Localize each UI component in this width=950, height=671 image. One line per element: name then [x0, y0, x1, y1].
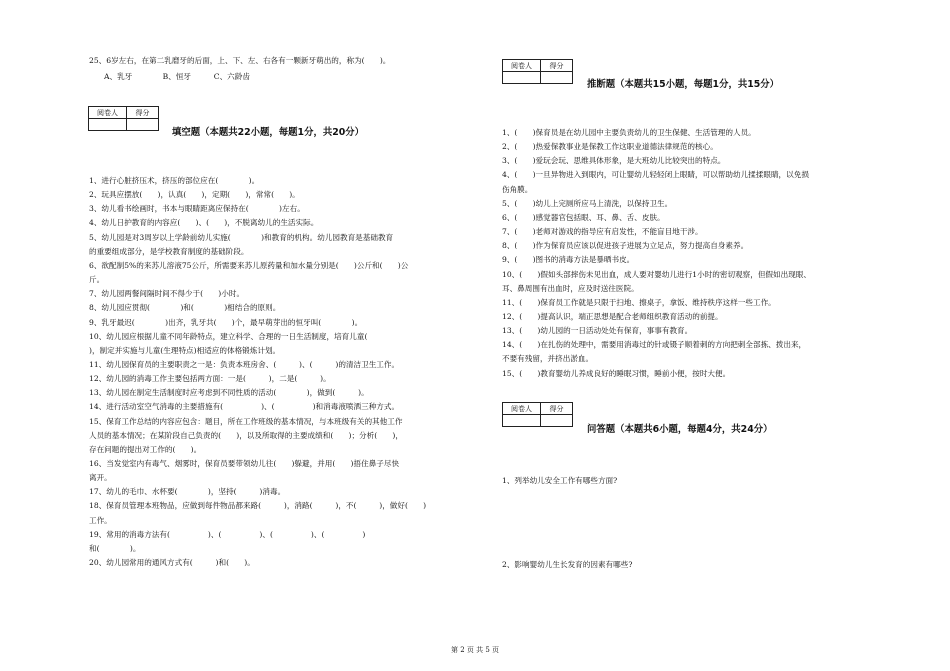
question-line: 1、( )保育员是在幼儿园中主要负责幼儿的卫生保健、生活管理的人员。	[502, 128, 756, 137]
question-line: 和( )。	[89, 543, 141, 553]
q25-options: A、乳牙 B、恒牙 C、六龄齿	[104, 72, 250, 81]
question-line: 4、幼儿日护教育的内容应( )、( )，不脱离幼儿的生活实际。	[89, 218, 319, 228]
question-line: 12、( )提高认识，端正思想是配合老师组织教育活动的前提。	[502, 311, 723, 321]
page-number-footer: 第 2 页 共 5 页	[450, 646, 500, 654]
question-line: 16、当发觉室内有毒气、烟雾时，保育员要带领幼儿往( )躲避，并用( )捂住鼻子尽快	[89, 459, 400, 468]
question-line: 12、幼儿园的消毒工作主要包括两方面：一是( )，二是( )。	[89, 374, 331, 384]
question-line: 9、( )图书的消毒方法是暴晒书皮。	[502, 255, 635, 265]
question-line: 2、( )热爱保教事业是保教工作这职业道德法律规范的核心。	[502, 142, 718, 152]
question-line: 的重要组成部分，是学校教育制度的基础阶段。	[89, 246, 249, 256]
question-line: 11、幼儿园保育员的主要职责之一是：负责本班房舍、( )、( )的清洁卫生工作。	[89, 359, 400, 369]
qa-section-title: 问答题（本题共6小题，每题4分，共24分）	[587, 424, 773, 435]
reviewer-cell	[89, 119, 127, 131]
reviewer-label: 阅卷人	[503, 60, 541, 72]
score-cell	[127, 119, 159, 131]
question-line: 不要有残留，并挤出淤血。	[502, 354, 594, 364]
question-line: 10、( )假如头部摔伤未见出血，成人要对婴幼儿进行1小时的密切观察，但假如出现眼、	[502, 269, 811, 279]
question-line: 10、幼儿园应根据儿童不同年龄特点，建立科学、合理的一日生活制度，培育儿童(	[89, 331, 383, 341]
question-line: 15、保育工作总结的内容应包含：题目，所在工作班级的基本情况，与本班级有关的其他工作	[89, 416, 403, 426]
question-line: 5、幼儿园是对3周岁以上学龄前幼儿实施( )和教育的机构。幼儿园教育是基础教育	[89, 232, 394, 242]
question-line: 11、( )保育员工作就是只限于扫地、擦桌子，拿饭、维持秩序这样一些工作。	[502, 297, 776, 307]
question-line: 伤角膜。	[502, 184, 533, 194]
judge-section-title: 推断题（本题共15小题，每题1分，共15分）	[587, 79, 779, 90]
question-line: 14、进行活动室空气消毒的主要措施有( )、( )和消毒液喷洒三种方式。	[89, 402, 400, 412]
question-line: 4、( )一旦异物进入到眼内，可让婴幼儿轻轻闭上眼睛，可以帮助幼儿揉揉眼睛，以免损	[502, 170, 809, 180]
question-line: 15、( )教育婴幼儿养成良好的睡眠习惯，睡前小便，按时大便。	[502, 368, 731, 378]
question-line: )，制定并实施与儿童(生理特点)相适应的体格锻炼计划。	[89, 345, 281, 355]
question-line: 6、( )感觉器官包括眼、耳、鼻、舌、皮肤。	[502, 212, 665, 222]
question-line: 13、幼儿园在制定生活制度时应考虑到不同性质的活动( )，做到( )。	[89, 388, 369, 398]
score-box-fill	[88, 106, 159, 131]
question-line: 13、( )幼儿园的一日活动处处有保育，事事有教育。	[502, 326, 693, 336]
question-line: 7、( )老师对游戏的指导应有启发性，不能盲目地干涉。	[502, 227, 703, 237]
question-line: 9、乳牙最迟( )出齐，乳牙共( )个，最早萌芽出的恒牙叫( )。	[89, 317, 363, 327]
question-line: 3、幼儿看书绘画时，书本与眼睛距离应保持在( )左右。	[89, 204, 305, 214]
reviewer-cell	[503, 72, 541, 84]
question-line: 工作。	[89, 515, 112, 525]
score-box-qa	[502, 402, 573, 427]
reviewer-cell	[503, 415, 541, 427]
question-line: 8、幼儿园应贯彻( )和( )相结合的原则。	[89, 303, 281, 313]
question-line: 1、进行心脏挤压术，挤压的部位应在( )。	[89, 176, 260, 185]
question-line: 8、( )作为保育员应该以促进孩子进展为立足点，努力提高自身素养。	[502, 241, 749, 251]
question-line: 6、欲配制5%的来苏儿溶液75公斤，所需要来苏儿原药量和加水量分别是( )公斤和( )公	[89, 260, 409, 270]
score-label: 得分	[127, 107, 159, 119]
reviewer-label: 阅卷人	[503, 403, 541, 415]
fill-section-title: 填空题（本题共22小题，每题1分，共20分）	[172, 127, 364, 138]
question-line: 人员的基本情况；在某阶段自己负责的( )，以及所取得的主要成绩和( )；分析( )，	[89, 430, 403, 440]
score-cell	[541, 415, 573, 427]
qa-question-2: 2、影响婴幼儿生长发育的因素有哪些?	[502, 560, 633, 569]
question-line: 2、玩具应摆放( )，认真( )，定期( )，常常( )。	[89, 190, 300, 200]
question-line: 7、幼儿园两餐间隔时间不得少于( )小时。	[89, 289, 245, 299]
reviewer-label: 阅卷人	[89, 107, 127, 119]
question-line: 斤。	[89, 275, 105, 285]
question-line: 离开。	[89, 473, 112, 483]
question-line: 17、幼儿的毛巾、水杯要( )，坚持( )消毒。	[89, 487, 286, 497]
question-line: 19、常用的消毒方法有( )、( )、( )、( )	[89, 529, 366, 539]
question-line: 5、( )幼儿上完厕所应马上清洗，以保持卫生。	[502, 198, 673, 208]
score-label: 得分	[541, 60, 573, 72]
score-box-judge	[502, 59, 573, 84]
question-line: 耳、鼻周围有出血时，应及时送往医院。	[502, 283, 639, 293]
score-cell	[541, 72, 573, 84]
q25-stem: 25、6岁左右，在第二乳磨牙的后面，上、下、左、右各有一颗新牙萌出的，称为( )。	[89, 56, 391, 65]
qa-question-1: 1、列举幼儿安全工作有哪些方面?	[502, 476, 618, 485]
question-line: 14、( )在扎伤的处理中，需要用消毒过的针或镊子顺着刺的方向把刺全部拣、拨出来，	[502, 340, 807, 350]
question-line: 3、( )爱玩会玩、思维具体形象，是大班幼儿比较突出的特点。	[502, 156, 726, 166]
question-line: 18、保育员管理本班物品，应做到每件物品都来路( )，消路( )，不( )，做好( )	[89, 501, 427, 511]
question-line: 存在问题的提出对工作的( )。	[89, 444, 202, 454]
score-label: 得分	[541, 403, 573, 415]
question-line: 20、幼儿园常用的通风方式有( )和( )。	[89, 558, 255, 568]
